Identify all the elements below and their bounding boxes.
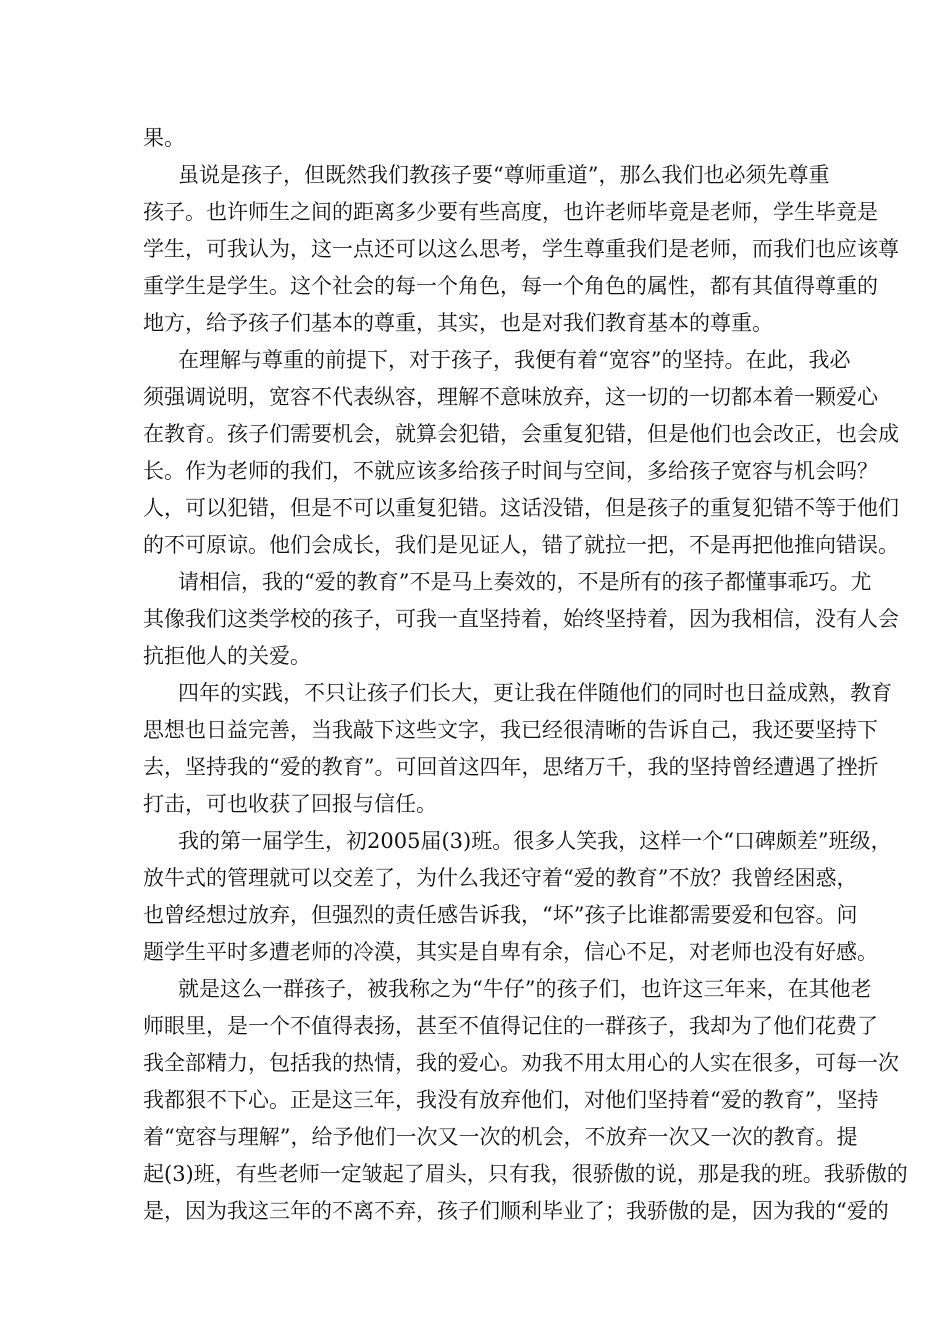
text-line: 孩子。也许师生之间的距离多少要有些高度，也许老师毕竟是老师，学生毕竟是 xyxy=(143,200,878,224)
paragraph-first-line: 虽说是孩子，但既然我们教孩子要“尊师重道”，那么我们也必须先尊重 xyxy=(178,163,830,187)
text-line: 重学生是学生。这个社会的每一个角色，每一个角色的属性，都有其值得尊重的 xyxy=(143,274,878,298)
text-line: 是，因为我这三年的不离不弃，孩子们顺利毕业了；我骄傲的是，因为我的“爱的 xyxy=(143,1199,889,1223)
paragraph-first-line: 就是这么一群孩子，被我称之为“牛仔”的孩子们，也许这三年来，在其他老 xyxy=(178,977,872,1001)
text-line: 打击，可也收获了回报与信任。 xyxy=(143,792,437,816)
text-line: 长。作为老师的我们，不就应该多给孩子时间与空间，多给孩子宽容与机会吗？ xyxy=(143,459,878,483)
paragraph-first-line: 四年的实践，不只让孩子们长大，更让我在伴随他们的同时也日益成熟，教育 xyxy=(178,681,892,705)
text-line: 地方，给予孩子们基本的尊重，其实，也是对我们教育基本的尊重。 xyxy=(143,311,773,335)
text-line: 起(3)班，有些老师一定皱起了眉头，只有我，很骄傲的说，那是我的班。我骄傲的 xyxy=(143,1162,908,1186)
text-line: 果。 xyxy=(143,126,185,150)
text-line: 抗拒他人的关爱。 xyxy=(143,644,311,668)
text-line: 的不可原谅。他们会成长，我们是见证人，错了就拉一把，不是再把他推向错误。 xyxy=(143,533,899,557)
text-line: 思想也日益完善，当我敲下这些文字，我已经很清晰的告诉自己，我还要坚持下 xyxy=(143,718,878,742)
text-line: 题学生平时多遭老师的冷漠，其实是自卑有余，信心不足，对老师也没有好感。 xyxy=(143,940,878,964)
text-line: 须强调说明，宽容不代表纵容，理解不意味放弃，这一切的一切都本着一颗爱心 xyxy=(143,385,878,409)
text-line: 去，坚持我的“爱的教育”。可回首这四年，思绪万千，我的坚持曾经遭遇了挫折 xyxy=(143,755,879,779)
text-line: 人，可以犯错，但是不可以重复犯错。这话没错，但是孩子的重复犯错不等于他们 xyxy=(143,496,899,520)
paragraph-first-line: 在理解与尊重的前提下，对于孩子，我便有着“宽容”的坚持。在此，我必 xyxy=(178,348,851,372)
text-line: 我都狠不下心。正是这三年，我没有放弃他们，对他们坚持着“爱的教育”，坚持 xyxy=(143,1088,879,1112)
paragraph-first-line: 请相信，我的“爱的教育”不是马上奏效的，不是所有的孩子都懂事乖巧。尤 xyxy=(178,570,872,594)
text-line: 在教育。孩子们需要机会，就算会犯错，会重复犯错，但是他们也会改正，也会成 xyxy=(143,422,899,446)
text-line: 师眼里，是一个不值得表扬，甚至不值得记住的一群孩子，我却为了他们花费了 xyxy=(143,1014,878,1038)
text-line: 其像我们这类学校的孩子，可我一直坚持着，始终坚持着，因为我相信，没有人会 xyxy=(143,607,899,631)
text-line: 着“宽容与理解”，给予他们一次又一次的机会，不放弃一次又一次的教育。提 xyxy=(143,1125,858,1149)
paragraph-first-line: 我的第一届学生，初2005届(3)班。很多人笑我，这样一个“口碑颇差”班级， xyxy=(178,829,892,853)
text-line: 我全部精力，包括我的热情，我的爱心。劝我不用太用心的人实在很多，可每一次 xyxy=(143,1051,899,1075)
text-line: 学生，可我认为，这一点还可以这么思考，学生尊重我们是老师，而我们也应该尊 xyxy=(143,237,899,261)
text-line: 放牛式的管理就可以交差了，为什么我还守着“爱的教育”不放？我曾经困惑， xyxy=(143,866,858,890)
text-line: 也曾经想过放弃，但强烈的责任感告诉我，“坏”孩子比谁都需要爱和包容。问 xyxy=(143,903,858,927)
